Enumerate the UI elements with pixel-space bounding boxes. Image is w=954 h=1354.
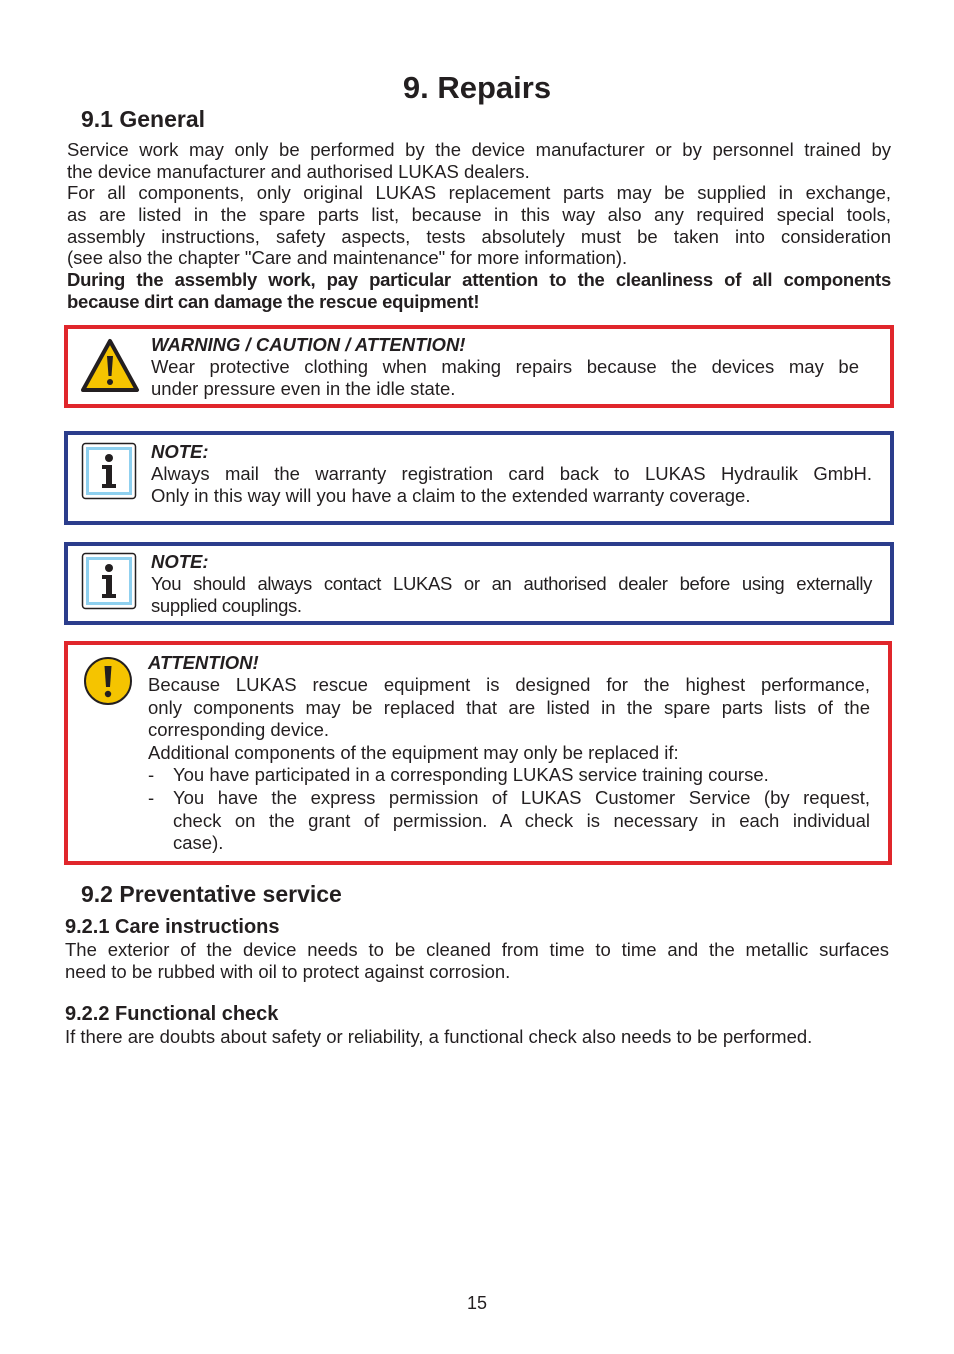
warning-content (151, 334, 859, 400)
warning-line2: under pressure even in the idle state. (151, 378, 456, 399)
warning-title: WARNING / CAUTION / ATTENTION! (151, 334, 466, 355)
attention-line4: Additional components of the equipment may only be replaced if: (148, 741, 679, 763)
attention-title: ATTENTION! (148, 652, 259, 673)
bold-note-line2: because dirt can damage the rescue equipment! (67, 290, 480, 312)
care-line2: need to be rubbed with oil to protect against corrosion. (65, 960, 511, 982)
warning-box (64, 325, 894, 408)
care-line1: The exterior of the device needs to be cleaned from time to time and the metallic surfaces (65, 939, 889, 960)
note1-text (151, 463, 872, 507)
attention-box (64, 641, 892, 865)
general-p2-line: For all components, only original LUKAS replacement parts may be supplied in exchange, (67, 182, 891, 203)
note-box-warranty (64, 431, 894, 525)
general-p2-line: assembly instructions, safety aspects, tests absolutely must be taken into consideration (67, 225, 891, 247)
general-p1-line1: Service work may only be performed by the device manufacturer or by personnel trained by (67, 139, 891, 160)
section-heading-preventative: 9.2 Preventative service (81, 881, 342, 907)
bullet-dash: - (148, 786, 155, 808)
note1-title: NOTE: (151, 441, 209, 462)
note2-title: NOTE: (151, 551, 209, 572)
attention-text (148, 674, 870, 855)
bullet2-last: case). (173, 832, 224, 854)
page-title: 9. Repairs (402, 70, 552, 105)
general-paragraph-1 (67, 139, 891, 183)
general-p1-line2: the device manufacturer and authorised LUKAS dealers. (67, 160, 530, 182)
note2-line1: You should always contact LUKAS or an authorised dealer before using externally (151, 573, 872, 594)
attention-bullet-2 (148, 787, 870, 855)
note2-text (151, 573, 872, 617)
care-paragraph (65, 939, 889, 983)
attention-line: only components may be replaced that are listed in the spare parts lists of the (148, 696, 870, 718)
attention-line3: corresponding device. (148, 719, 329, 741)
info-icon (81, 552, 137, 610)
bullet2-line: You have the express permission of LUKAS Customer Service (by request, (173, 786, 870, 808)
attention-line: Because LUKAS rescue equipment is designed for the highest performance, (148, 674, 870, 695)
subheading-care: 9.2.1 Care instructions (65, 916, 280, 938)
general-p2-last-line: (see also the chapter "Care and maintenance" for more information). (67, 247, 628, 269)
attention-bullet-1 (148, 764, 870, 787)
functional-check-paragraph: If there are doubts about safety or reliability, a functional check also needs to be performed. (65, 1026, 813, 1047)
general-p2-line: as are listed in the spare parts list, because in this way also any required special tools, (67, 203, 891, 225)
warning-line1: Wear protective clothing when making repairs because the devices may be (151, 356, 859, 377)
bullet-dash: - (148, 764, 155, 786)
note1-line2: Only in this way will you have a claim to the extended warranty coverage. (151, 485, 751, 506)
note-box-couplings (64, 542, 894, 625)
general-bold-note (67, 269, 891, 313)
general-paragraph-2 (67, 182, 891, 269)
bold-note-line1: During the assembly work, pay particular attention to the cleanliness of all components (67, 269, 891, 290)
warning-triangle-icon (80, 338, 140, 394)
note2-content (151, 551, 872, 617)
section-heading-general: 9.1 General (81, 106, 206, 132)
bullet2-line: check on the grant of permission. A check is necessary in each individual (173, 809, 870, 831)
exclamation-circle-icon (83, 656, 133, 706)
note2-line2: supplied couplings. (151, 595, 302, 616)
note1-content (151, 441, 872, 507)
subheading-functional-check: 9.2.2 Functional check (65, 1003, 279, 1025)
page-number: 15 (466, 1293, 488, 1313)
warning-text (151, 356, 859, 400)
info-icon (81, 442, 137, 500)
bullet1-text: You have participated in a corresponding LUKAS service training course. (173, 764, 769, 786)
attention-content (148, 652, 870, 855)
note1-line1: Always mail the warranty registration card back to LUKAS Hydraulik GmbH. (151, 463, 872, 484)
